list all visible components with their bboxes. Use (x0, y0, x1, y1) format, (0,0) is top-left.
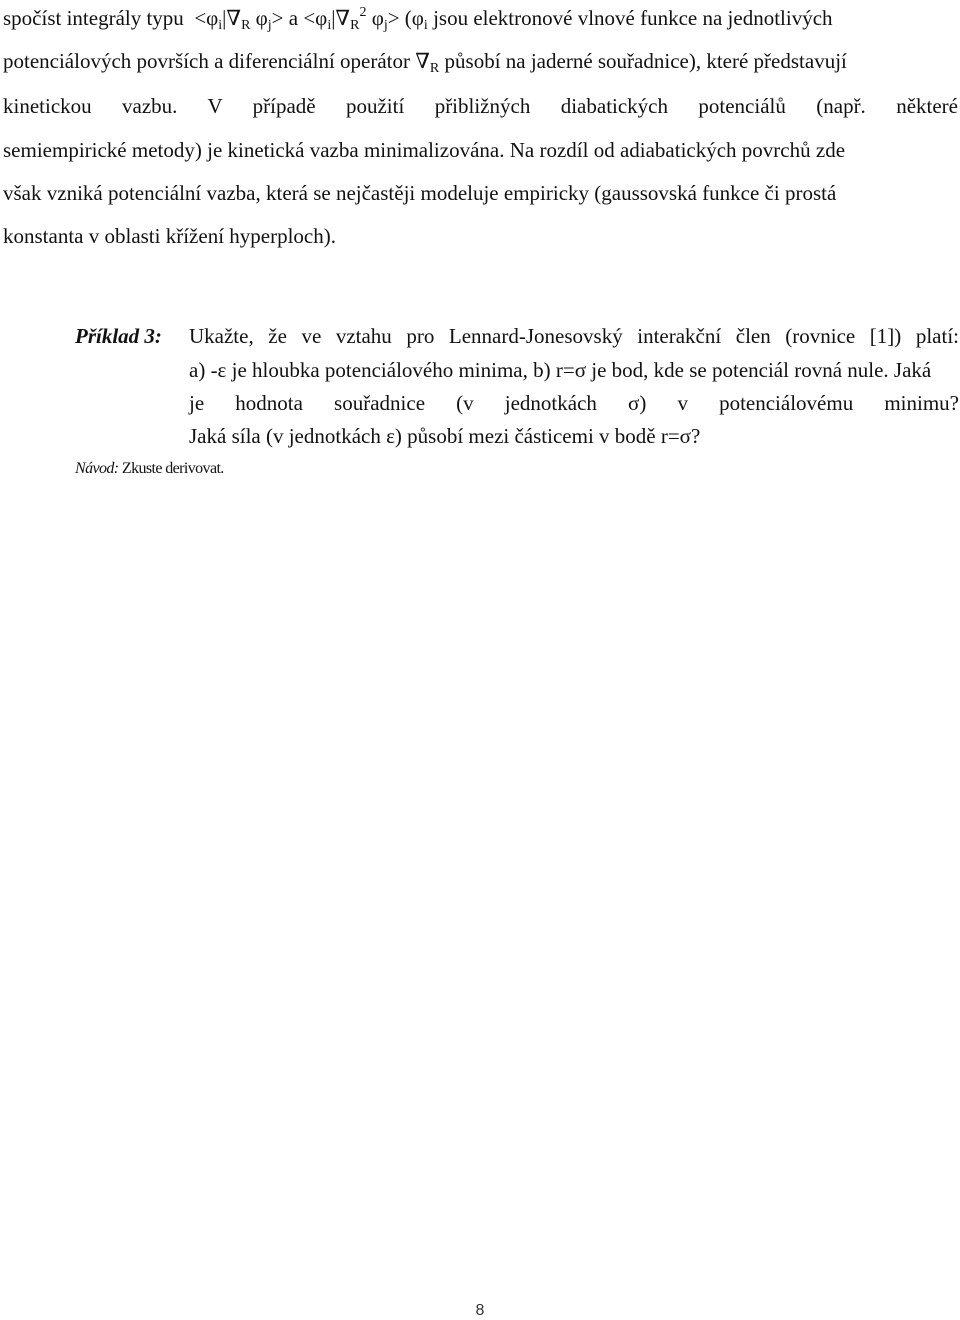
paragraph-line-5: však vzniká potenciální vazba, která se nejčastěji modeluje empiricky (gaussovská funkce či prostá (3, 181, 837, 205)
example-line-4: Jaká síla (v jednotkách ε) působí mezi částicemi v bodě r=σ? (189, 424, 701, 448)
page-number: 8 (475, 1302, 485, 1319)
example-line-1: Ukažte, že ve vztahu pro Lennard-Jonesovský interakční člen (rovnice [1]) platí: (189, 324, 959, 348)
paragraph-line-3: kinetickou vazbu. V případě použití přibližných diabatických potenciálů (např. některé (3, 94, 958, 118)
example-label: Příklad 3: (75, 324, 162, 348)
paragraph-line-4: semiempirické metody) je kinetická vazba minimalizována. Na rozdíl od adiabatických povrchů zde (3, 138, 846, 162)
hint-label: Návod: (75, 460, 119, 477)
paragraph-line-6: konstanta v oblasti křížení hyperploch). (3, 224, 336, 248)
example-line-2: a) -ε je hloubka potenciálového minima, b) r=σ je bod, kde se potenciál rovná nule. Jaká (189, 358, 932, 382)
paragraph-line-2: potenciálových površích a diferenciální operátor $\nabla_R$ působí na jaderné souřadnice), které představují (3, 49, 847, 76)
example-line-3: je hodnota souřadnice (v jednotkách σ) v potenciálovému minimu? (189, 391, 959, 415)
hint-note (75, 460, 224, 478)
hint-text: Zkuste derivovat. (118, 460, 224, 477)
paragraph-line-1: spočíst integrály typu $<\varphi_i|\nabla_R$ $\varphi_j> a <\varphi_i|\nabla_R^2$ $\varphi_j> (\varphi_i$ jsou elektronové vlnové funkce na jednotlivých (3, 5, 833, 33)
